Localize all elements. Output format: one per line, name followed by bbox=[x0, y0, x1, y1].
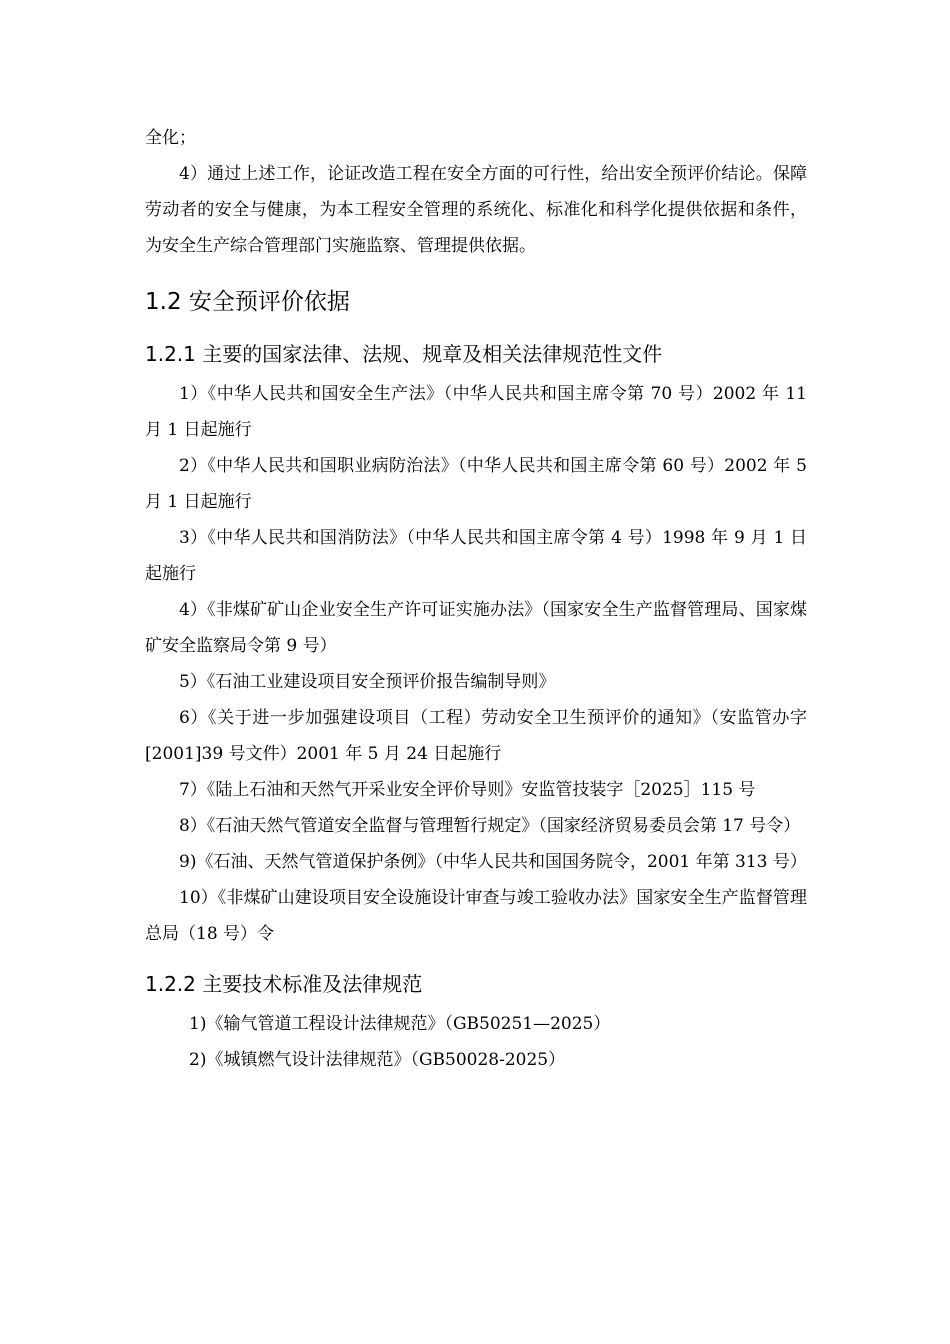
law-item-4: 4）《非煤矿矿山企业安全生产许可证实施办法》（国家安全生产监督管理局、国家煤矿安全监察局令第 9 号） bbox=[145, 600, 807, 656]
law-item-7: 7）《陆上石油和天然气开采业安全评价导则》安监管技装字［2025］115 号 bbox=[179, 780, 756, 800]
law-item-8: 8）《石油天然气管道安全监督与管理暂行规定》（国家经济贸易委员会第 17 号令） bbox=[179, 816, 801, 836]
standard-item-1: 1)《输气管道工程设计法律规范》（GB50251—2025） bbox=[189, 1014, 611, 1034]
law-item-2: 2）《中华人民共和国职业病防治法》（中华人民共和国主席令第 60 号）2002 年 5 月 1 日起施行 bbox=[145, 456, 807, 512]
subsection-heading-standards: 1.2.2 主要技术标准及法律规范 bbox=[145, 972, 423, 996]
page-content bbox=[145, 120, 807, 1078]
paragraph-item-4: 4）通过上述工作，论证改造工程在安全方面的可行性，给出安全预评价结论。保障劳动者的安全与健康，为本工程安全管理的系统化、标准化和科学化提供依据和条件，为安全生产综合管理部门实施监察、管理提供依据。 bbox=[145, 164, 807, 256]
law-item-10: 10）《非煤矿山建设项目安全设施设计审查与竣工验收办法》国家安全生产监督管理总局（18 号）令 bbox=[145, 888, 807, 944]
section-heading: 1.2 安全预评价依据 bbox=[145, 289, 350, 315]
subsection-heading-laws: 1.2.1 主要的国家法律、法规、规章及相关法律规范性文件 bbox=[145, 342, 663, 366]
law-item-3: 3）《中华人民共和国消防法》（中华人民共和国主席令第 4 号）1998 年 9 月 1 日起施行 bbox=[145, 528, 807, 584]
law-item-9: 9)《石油、天然气管道保护条例》（中华人民共和国国务院令，2001 年第 313 号） bbox=[179, 852, 807, 872]
law-item-5: 5）《石油工业建设项目安全预评价报告编制导则》 bbox=[179, 672, 556, 692]
standard-item-2: 2)《城镇燃气设计法律规范》（GB50028-2025） bbox=[189, 1050, 566, 1070]
law-item-6: 6）《关于进一步加强建设项目（工程）劳动安全卫生预评价的通知》（安监管办字[2001]39 号文件）2001 年 5 月 24 日起施行 bbox=[145, 708, 807, 764]
law-item-1: 1）《中华人民共和国安全生产法》（中华人民共和国主席令第 70 号）2002 年 11 月 1 日起施行 bbox=[145, 384, 807, 440]
paragraph-continuation: 全化； bbox=[145, 128, 196, 148]
